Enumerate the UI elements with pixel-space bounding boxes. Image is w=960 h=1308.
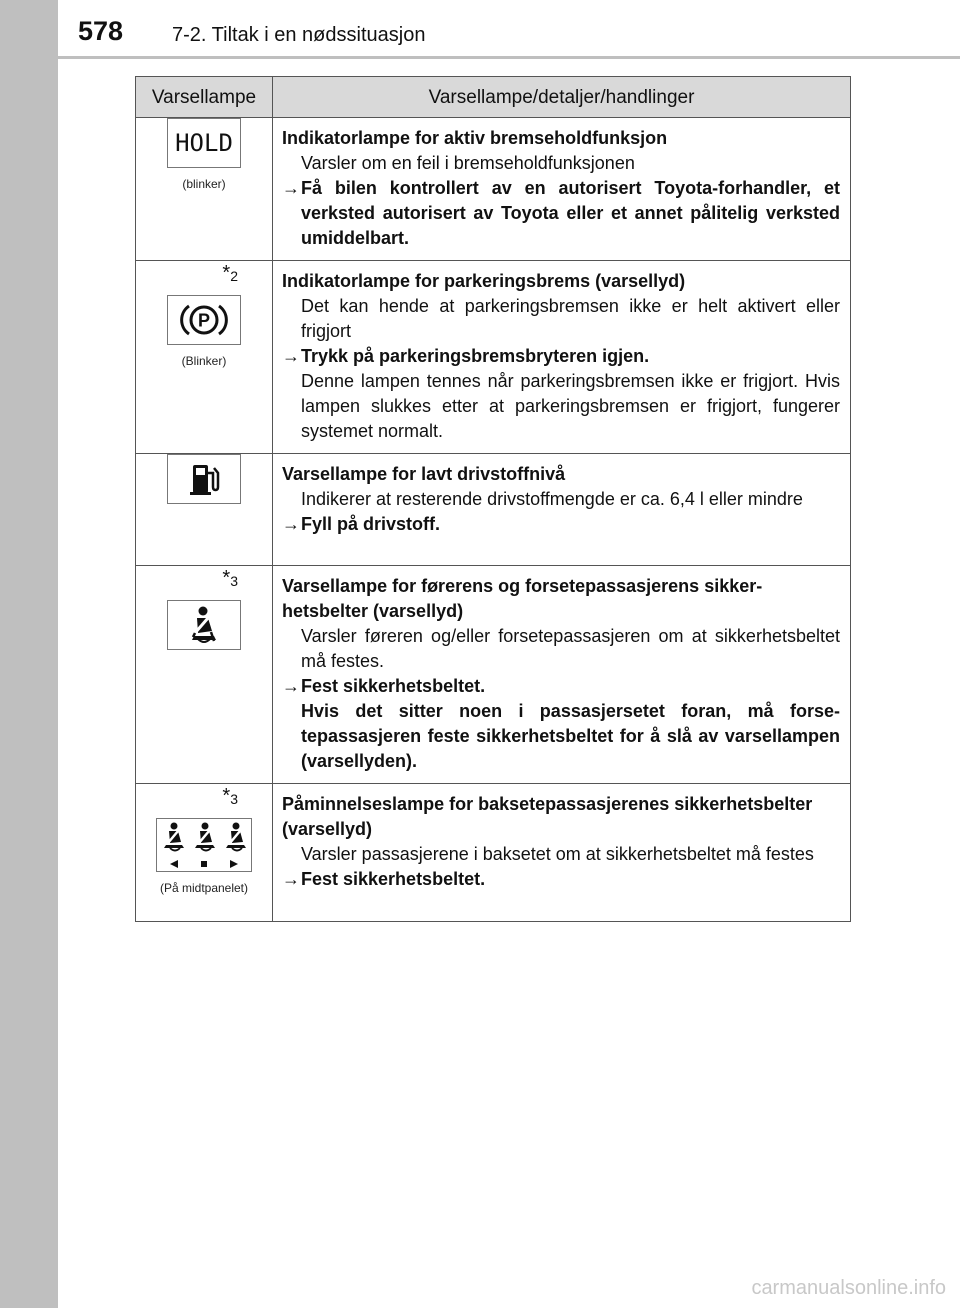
seat-figure-left (164, 823, 184, 851)
lamp-caption: (blinker) (182, 177, 226, 191)
parking-brake-icon (167, 295, 241, 345)
footnote-marker (136, 566, 272, 594)
lamp-action (282, 176, 840, 251)
footnote-star: * (222, 785, 231, 807)
arrow-icon: → (282, 346, 300, 366)
lamp-caption: (Blinker) (181, 354, 227, 368)
table-row (136, 118, 851, 261)
arrow-icon: → (282, 514, 300, 534)
details-cell (273, 566, 851, 784)
footnote-marker (136, 784, 272, 812)
parking-brake-icon-text: P (197, 310, 211, 331)
lamp-action-text: Fest sikkerhetsbeltet. (301, 869, 486, 889)
page-sidebar (0, 0, 58, 1308)
lamp-description: Varsler om en feil i bremseholdfunksjonen (301, 153, 635, 173)
details-cell (273, 784, 851, 922)
lamp-action-text: Fyll på drivstoff. (301, 514, 441, 534)
table-row (136, 454, 851, 566)
page-number: 578 (78, 16, 124, 46)
table-header-row (136, 77, 851, 118)
lamp-action-text: Fest sikkerhetsbeltet. (301, 676, 486, 696)
details-cell (273, 118, 851, 261)
hold-icon-text: HOLD (175, 129, 233, 157)
lamp-note: Denne lampen tennes når parkeringsbremsen ikke er frigjort. Hvis lampen slukkes etter at parkeringsbremsen er frigjort, fungerer systemet normalt. (301, 371, 840, 441)
footnote-marker (136, 261, 272, 289)
watermark: carmanualsonline.info (751, 1277, 946, 1299)
lamp-caption: (På midtpanelet) (159, 881, 249, 895)
footnote-number: 3 (230, 573, 238, 589)
lamp-description: Indikerer at resterende drivstoffmengde er ca. 6,4 l eller mindre (301, 489, 803, 509)
lamp-action-text: Få bilen kontrollert av en autorisert Toyota-forhandler, et verksted autorisert av Toyota eller et annet pålitelig verksted umiddelbart. (301, 178, 840, 248)
rear-seatbelts-icon (156, 818, 252, 872)
table-row (136, 261, 851, 454)
lamp-title: Indikatorlampe for parkeringsbrems (varsellyd) (282, 271, 686, 291)
lamp-title: Påminnelseslampe for baksetepassasjerenes sikkerhetsbelter (varsellyd) (282, 794, 813, 839)
lamp-action (282, 344, 840, 369)
header-rule (58, 56, 960, 59)
table-row (136, 784, 851, 922)
lamp-cell (136, 454, 273, 566)
lamp-title: Varsellampe for førerens og forsetepassasjerens sikkerhetsbelter (varsellyd) (282, 576, 763, 621)
column-header-details: Varsellampe/detaljer/handlinger (273, 77, 851, 118)
hold-icon (167, 118, 241, 168)
lamp-description: Varsler føreren og/eller forsetepassasjeren om at sikkerhetsbeltet må festes. (301, 626, 840, 671)
lamp-action (282, 512, 840, 537)
lamp-description: Det kan hende at parkeringsbremsen ikke er helt aktivert eller frigjort (301, 296, 840, 341)
lamp-cell (136, 784, 273, 922)
lamp-note: Hvis det sitter noen i passasjersetet foran, må forsetepassasjeren feste sikkerhetsbeltet for å slå av varsellampen (varsellyden). (301, 701, 840, 771)
footnote-star: * (222, 567, 231, 589)
column-header-lamp: Varsellampe (136, 77, 273, 118)
arrow-icon: → (282, 178, 300, 198)
lamp-action (282, 867, 840, 892)
seatbelt-icon (167, 600, 241, 650)
arrow-icon: → (282, 676, 300, 696)
arrow-icon: → (282, 869, 300, 889)
footnote-number: 3 (230, 791, 238, 807)
lamp-action (282, 674, 840, 699)
footnote-number: 2 (230, 268, 238, 284)
table-row (136, 566, 851, 784)
warning-lamp-table (135, 76, 851, 922)
fuel-pump-icon (167, 454, 241, 504)
footnote-star: * (222, 262, 231, 284)
lamp-title: Indikatorlampe for aktiv bremseholdfunksjon (282, 128, 668, 148)
lamp-action-text: Trykk på parkeringsbremsbryteren igjen. (301, 346, 650, 366)
lamp-title: Varsellampe for lavt drivstoffnivå (282, 464, 566, 484)
section-title: 7-2. Tiltak i en nødssituasjon (172, 24, 426, 46)
lamp-cell (136, 566, 273, 784)
details-cell (273, 454, 851, 566)
details-cell (273, 261, 851, 454)
lamp-description: Varsler passasjerene i baksetet om at sikkerhetsbeltet må festes (301, 844, 814, 864)
lamp-cell (136, 118, 273, 261)
lamp-cell (136, 261, 273, 454)
